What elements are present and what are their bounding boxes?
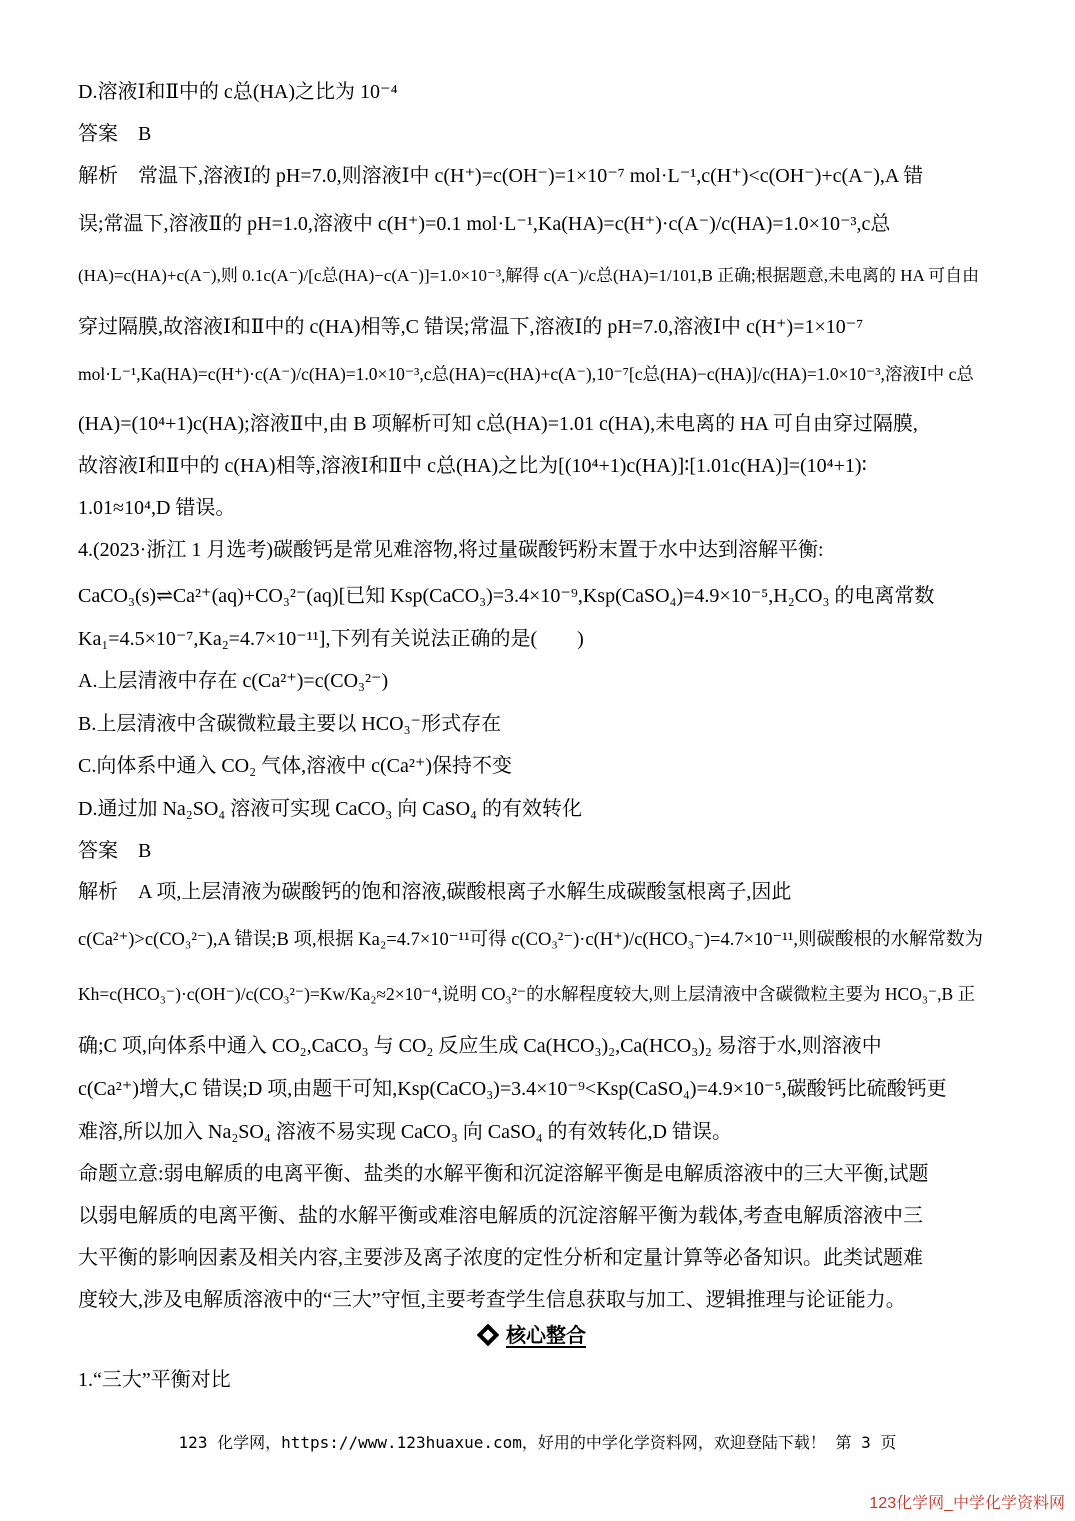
text-line: C.向体系中通入 CO₂ 气体,溶液中 c(Ca²⁺)保持不变 xyxy=(78,755,513,777)
text-line: (HA)=(10⁴+1)c(HA);溶液Ⅱ中,由 B 项解析可知 c总(HA)=1.01 c(HA),未电离的 HA 可自由穿过隔膜, xyxy=(78,413,918,435)
section-heading xyxy=(480,1322,586,1348)
text-line: 解析 常温下,溶液Ⅰ的 pH=7.0,则溶液Ⅰ中 c(H⁺)=c(OH⁻)=1×10⁻⁷ mol·L⁻¹,c(H⁺)<c(OH⁻)+c(A⁻),A 错 xyxy=(78,165,924,187)
text-line: 故溶液Ⅰ和Ⅱ中的 c(HA)相等,溶液Ⅰ和Ⅱ中 c总(HA)之比为[(10⁴+1)c(HA)]∶[1.01c(HA)]=(10⁴+1)∶ xyxy=(78,455,867,477)
text-line: 4.(2023·浙江 1 月选考)碳酸钙是常见难溶物,将过量碳酸钙粉末置于水中达到溶解平衡: xyxy=(78,539,824,561)
watermark: 123化学网_中学化学资料网 xyxy=(869,1495,1065,1512)
text-line: 难溶,所以加入 Na₂SO₄ 溶液不易实现 CaCO₃ 向 CaSO₄ 的有效转化,D 错误。 xyxy=(78,1121,733,1143)
text-line: Ka₁=4.5×10⁻⁷,Ka₂=4.7×10⁻¹¹],下列有关说法正确的是( ) xyxy=(78,628,584,650)
page-footer: 123 化学网，https://www.123huaxue.com，好用的中学化学资料网，欢迎登陆下载！ 第 3 页 xyxy=(178,1433,897,1452)
text-line: 以弱电解质的电离平衡、盐的水解平衡或难溶电解质的沉淀溶解平衡为载体,考查电解质溶液中三 xyxy=(78,1205,923,1227)
text-line: 确;C 项,向体系中通入 CO₂,CaCO₃ 与 CO₂ 反应生成 Ca(HCO₃)₂,Ca(HCO₃)₂ 易溶于水,则溶液中 xyxy=(78,1035,882,1057)
text-line: CaCO₃(s)⇌Ca²⁺(aq)+CO₃²⁻(aq)[已知 Ksp(CaCO₃)=3.4×10⁻⁹,Ksp(CaSO₄)=4.9×10⁻⁵,H₂CO₃ 的电离常数 xyxy=(78,585,935,607)
text-line: 误;常温下,溶液Ⅱ的 pH=1.0,溶液中 c(H⁺)=0.1 mol·L⁻¹,Ka(HA)=c(H⁺)·c(A⁻)/c(HA)=1.0×10⁻³,c总 xyxy=(78,213,891,235)
text-line: D.通过加 Na₂SO₄ 溶液可实现 CaCO₃ 向 CaSO₄ 的有效转化 xyxy=(78,798,583,820)
text-line: mol·L⁻¹,Ka(HA)=c(H⁺)·c(A⁻)/c(HA)=1.0×10⁻³,c总(HA)=c(HA)+c(A⁻),10⁻⁷[c总(HA)−c(HA)]/c(HA)=1.0×10⁻³,溶液Ⅰ中 c总 xyxy=(78,364,974,384)
text-line: A.上层清液中存在 c(Ca²⁺)=c(CO₃²⁻) xyxy=(78,670,389,692)
section-title: 核心整合 xyxy=(506,1322,586,1348)
text-line: c(Ca²⁺)增大,C 错误;D 项,由题干可知,Ksp(CaCO₃)=3.4×10⁻⁹<Ksp(CaSO₄)=4.9×10⁻⁵,碳酸钙比硫酸钙更 xyxy=(78,1078,947,1100)
text-line: 命题立意:弱电解质的电离平衡、盐类的水解平衡和沉淀溶解平衡是电解质溶液中的三大平衡,试题 xyxy=(78,1163,929,1185)
text-line: (HA)=c(HA)+c(A⁻),则 0.1c(A⁻)/[c总(HA)−c(A⁻)]=1.0×10⁻³,解得 c(A⁻)/c总(HA)=1/101,B 正确;根据题意,未电离的 HA 可自由 xyxy=(78,266,980,285)
text-line: 答案 B xyxy=(78,123,152,145)
text-line: 答案 B xyxy=(78,840,152,862)
text-line: Kh=c(HCO₃⁻)·c(OH⁻)/c(CO₃²⁻)=Kw/Ka₂≈2×10⁻⁴,说明 CO₃²⁻的水解程度较大,则上层清液中含碳微粒主要为 HCO₃⁻,B 正 xyxy=(78,984,976,1004)
text-line: 解析 A 项,上层清液为碳酸钙的饱和溶液,碳酸根离子水解生成碳酸氢根离子,因此 xyxy=(78,881,792,903)
text-line: 大平衡的影响因素及相关内容,主要涉及离子浓度的定性分析和定量计算等必备知识。此类试题难 xyxy=(78,1247,923,1269)
text-line: 度较大,涉及电解质溶液中的“三大”守恒,主要考查学生信息获取与加工、逻辑推理与论证能力。 xyxy=(78,1289,906,1311)
diamond-icon xyxy=(477,1324,500,1347)
text-line: D.溶液Ⅰ和Ⅱ中的 c总(HA)之比为 10⁻⁴ xyxy=(78,81,398,103)
subheading: 1.“三大”平衡对比 xyxy=(78,1369,231,1391)
text-line: c(Ca²⁺)>c(CO₃²⁻),A 错误;B 项,根据 Ka₂=4.7×10⁻¹¹可得 c(CO₃²⁻)·c(H⁺)/c(HCO₃⁻)=4.7×10⁻¹¹,则碳酸根的水解常数为 xyxy=(78,930,983,950)
text-line: 穿过隔膜,故溶液Ⅰ和Ⅱ中的 c(HA)相等,C 错误;常温下,溶液Ⅰ的 pH=7.0,溶液Ⅰ中 c(H⁺)=1×10⁻⁷ xyxy=(78,316,864,338)
text-line: B.上层清液中含碳微粒最主要以 HCO₃⁻形式存在 xyxy=(78,713,502,735)
text-line: 1.01≈10⁴,D 错误。 xyxy=(78,497,236,519)
